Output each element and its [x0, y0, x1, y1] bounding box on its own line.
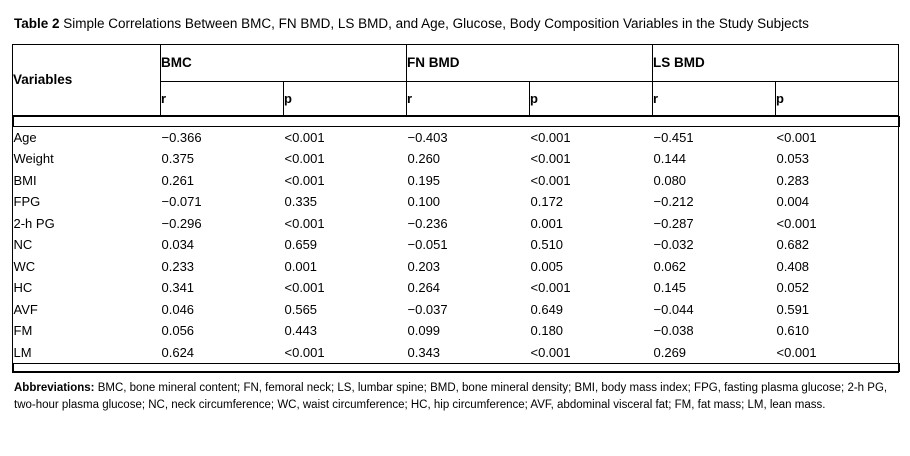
- cell-hc-ls-p: 0.052: [776, 280, 810, 296]
- table-row: [14, 320, 900, 342]
- cell-avf-bmc-p: 0.565: [284, 301, 318, 317]
- column-header-variables: Variables: [13, 44, 161, 115]
- cell-avf-fn-p: 0.649: [530, 301, 564, 317]
- table-row: [14, 277, 900, 299]
- cell-bmi-bmc-p: <0.001: [284, 172, 325, 188]
- column-header-ls-p: p: [776, 81, 899, 115]
- row-label-hc: HC: [13, 280, 33, 296]
- cell-2hpg-fn-p: 0.001: [530, 215, 564, 231]
- table-row: [14, 148, 900, 170]
- cell-2hpg-bmc-r: −0.296: [161, 215, 202, 231]
- cell-avf-ls-p: 0.591: [776, 301, 810, 317]
- cell-age-ls-p: <0.001: [776, 129, 817, 145]
- column-header-bmc-r: r: [161, 81, 284, 115]
- cell-weight-bmc-r: 0.375: [161, 151, 195, 167]
- cell-nc-fn-r: −0.051: [407, 237, 448, 253]
- table-body-block: [13, 115, 899, 373]
- row-label-fpg: FPG: [13, 194, 41, 210]
- cell-nc-fn-p: 0.510: [530, 237, 564, 253]
- table-row: [14, 126, 900, 148]
- cell-bmi-ls-p: 0.283: [776, 172, 810, 188]
- column-header-ls-r: r: [653, 81, 776, 115]
- table-body: [13, 115, 899, 373]
- table-caption-label: Table 2: [14, 16, 60, 31]
- cell-wc-fn-p: 0.005: [530, 258, 564, 274]
- column-header-fn-r: r: [407, 81, 530, 115]
- cell-avf-ls-r: −0.044: [653, 301, 694, 317]
- cell-lm-bmc-p: <0.001: [284, 344, 325, 360]
- cell-fpg-bmc-p: 0.335: [284, 194, 318, 210]
- cell-bmi-fn-p: <0.001: [530, 172, 571, 188]
- cell-2hpg-ls-p: <0.001: [776, 215, 817, 231]
- cell-fm-bmc-r: 0.056: [161, 323, 195, 339]
- row-label-weight: Weight: [13, 151, 54, 167]
- cell-wc-bmc-r: 0.233: [161, 258, 195, 274]
- column-group-fn-bmd: FN BMD: [407, 44, 653, 81]
- cell-nc-ls-r: −0.032: [653, 237, 694, 253]
- cell-fm-ls-p: 0.610: [776, 323, 810, 339]
- cell-wc-bmc-p: 0.001: [284, 258, 318, 274]
- cell-fpg-fn-r: 0.100: [407, 194, 441, 210]
- cell-fpg-fn-p: 0.172: [530, 194, 564, 210]
- table-header-groups-row: [13, 44, 899, 81]
- cell-fpg-bmc-r: −0.071: [161, 194, 202, 210]
- cell-hc-bmc-r: 0.341: [161, 280, 195, 296]
- cell-hc-ls-r: 0.145: [653, 280, 687, 296]
- row-label-nc: NC: [13, 237, 33, 253]
- table-row: [14, 213, 900, 235]
- table-row: [14, 256, 900, 278]
- cell-lm-ls-p: <0.001: [776, 344, 817, 360]
- cell-hc-bmc-p: <0.001: [284, 280, 325, 296]
- row-label-fm: FM: [13, 323, 33, 339]
- cell-fm-fn-p: 0.180: [530, 323, 564, 339]
- cell-lm-bmc-r: 0.624: [161, 344, 195, 360]
- cell-avf-fn-r: −0.037: [407, 301, 448, 317]
- cell-lm-ls-r: 0.269: [653, 344, 687, 360]
- cell-2hpg-bmc-p: <0.001: [284, 215, 325, 231]
- table-row: [14, 191, 900, 213]
- cell-nc-bmc-r: 0.034: [161, 237, 195, 253]
- table-caption: [14, 14, 896, 34]
- cell-weight-ls-p: 0.053: [776, 151, 810, 167]
- correlations-table: [12, 44, 899, 374]
- table-body-inner: [13, 116, 900, 373]
- cell-bmi-fn-r: 0.195: [407, 172, 441, 188]
- row-label-age: Age: [13, 129, 37, 145]
- table-row: [14, 170, 900, 192]
- column-header-fn-p: p: [530, 81, 653, 115]
- row-label-lm: LM: [13, 344, 32, 360]
- cell-bmi-ls-r: 0.080: [653, 172, 687, 188]
- column-group-bmc: BMC: [161, 44, 407, 81]
- cell-weight-ls-r: 0.144: [653, 151, 687, 167]
- cell-lm-fn-r: 0.343: [407, 344, 441, 360]
- cell-hc-fn-p: <0.001: [530, 280, 571, 296]
- cell-fpg-ls-r: −0.212: [653, 194, 694, 210]
- cell-age-fn-p: <0.001: [530, 129, 571, 145]
- cell-wc-ls-p: 0.408: [776, 258, 810, 274]
- cell-age-ls-r: −0.451: [653, 129, 694, 145]
- column-group-ls-bmd: LS BMD: [653, 44, 899, 81]
- cell-wc-fn-r: 0.203: [407, 258, 441, 274]
- table-row: [14, 234, 900, 256]
- table-spacer-top: [14, 116, 900, 126]
- table-caption-text: Simple Correlations Between BMC, FN BMD, LS BMD, and Age, Glucose, Body Composition Variables in the Study Subjects: [59, 16, 809, 31]
- cell-fm-fn-r: 0.099: [407, 323, 441, 339]
- table-row: [14, 342, 900, 364]
- cell-weight-fn-r: 0.260: [407, 151, 441, 167]
- row-label-avf: AVF: [13, 301, 38, 317]
- cell-weight-bmc-p: <0.001: [284, 151, 325, 167]
- cell-fpg-ls-p: 0.004: [776, 194, 810, 210]
- cell-weight-fn-p: <0.001: [530, 151, 571, 167]
- footnote-text: BMC, bone mineral content; FN, femoral neck; LS, lumbar spine; BMD, bone mineral density; BMI, body mass index; FPG, fasting plasma glucose; 2-h PG, two-hour plasma glucose; NC, neck circumference; WC, waist circumference; HC, hip circumference; AVF, abdominal visceral fat; FM, fat mass; LM, lean mass.: [14, 382, 888, 412]
- cell-2hpg-ls-r: −0.287: [653, 215, 694, 231]
- column-header-bmc-p: p: [284, 81, 407, 115]
- cell-nc-bmc-p: 0.659: [284, 237, 318, 253]
- table-row: [14, 299, 900, 321]
- cell-age-bmc-r: −0.366: [161, 129, 202, 145]
- row-label-bmi: BMI: [13, 172, 37, 188]
- row-label-wc: WC: [13, 258, 36, 274]
- cell-nc-ls-p: 0.682: [776, 237, 810, 253]
- row-label-2h-pg: 2-h PG: [13, 215, 55, 231]
- cell-lm-fn-p: <0.001: [530, 344, 571, 360]
- cell-2hpg-fn-r: −0.236: [407, 215, 448, 231]
- cell-wc-ls-r: 0.062: [653, 258, 687, 274]
- cell-fm-bmc-p: 0.443: [284, 323, 318, 339]
- cell-hc-fn-r: 0.264: [407, 280, 441, 296]
- cell-avf-bmc-r: 0.046: [161, 301, 195, 317]
- table-spacer-bottom: [14, 364, 900, 372]
- table-body-cell-wrapper: [13, 115, 899, 373]
- cell-fm-ls-r: −0.038: [653, 323, 694, 339]
- cell-bmi-bmc-r: 0.261: [161, 172, 195, 188]
- table-footnote: [14, 380, 896, 415]
- cell-age-bmc-p: <0.001: [284, 129, 325, 145]
- footnote-label: Abbreviations:: [14, 382, 95, 395]
- cell-age-fn-r: −0.403: [407, 129, 448, 145]
- table-head: [13, 44, 899, 115]
